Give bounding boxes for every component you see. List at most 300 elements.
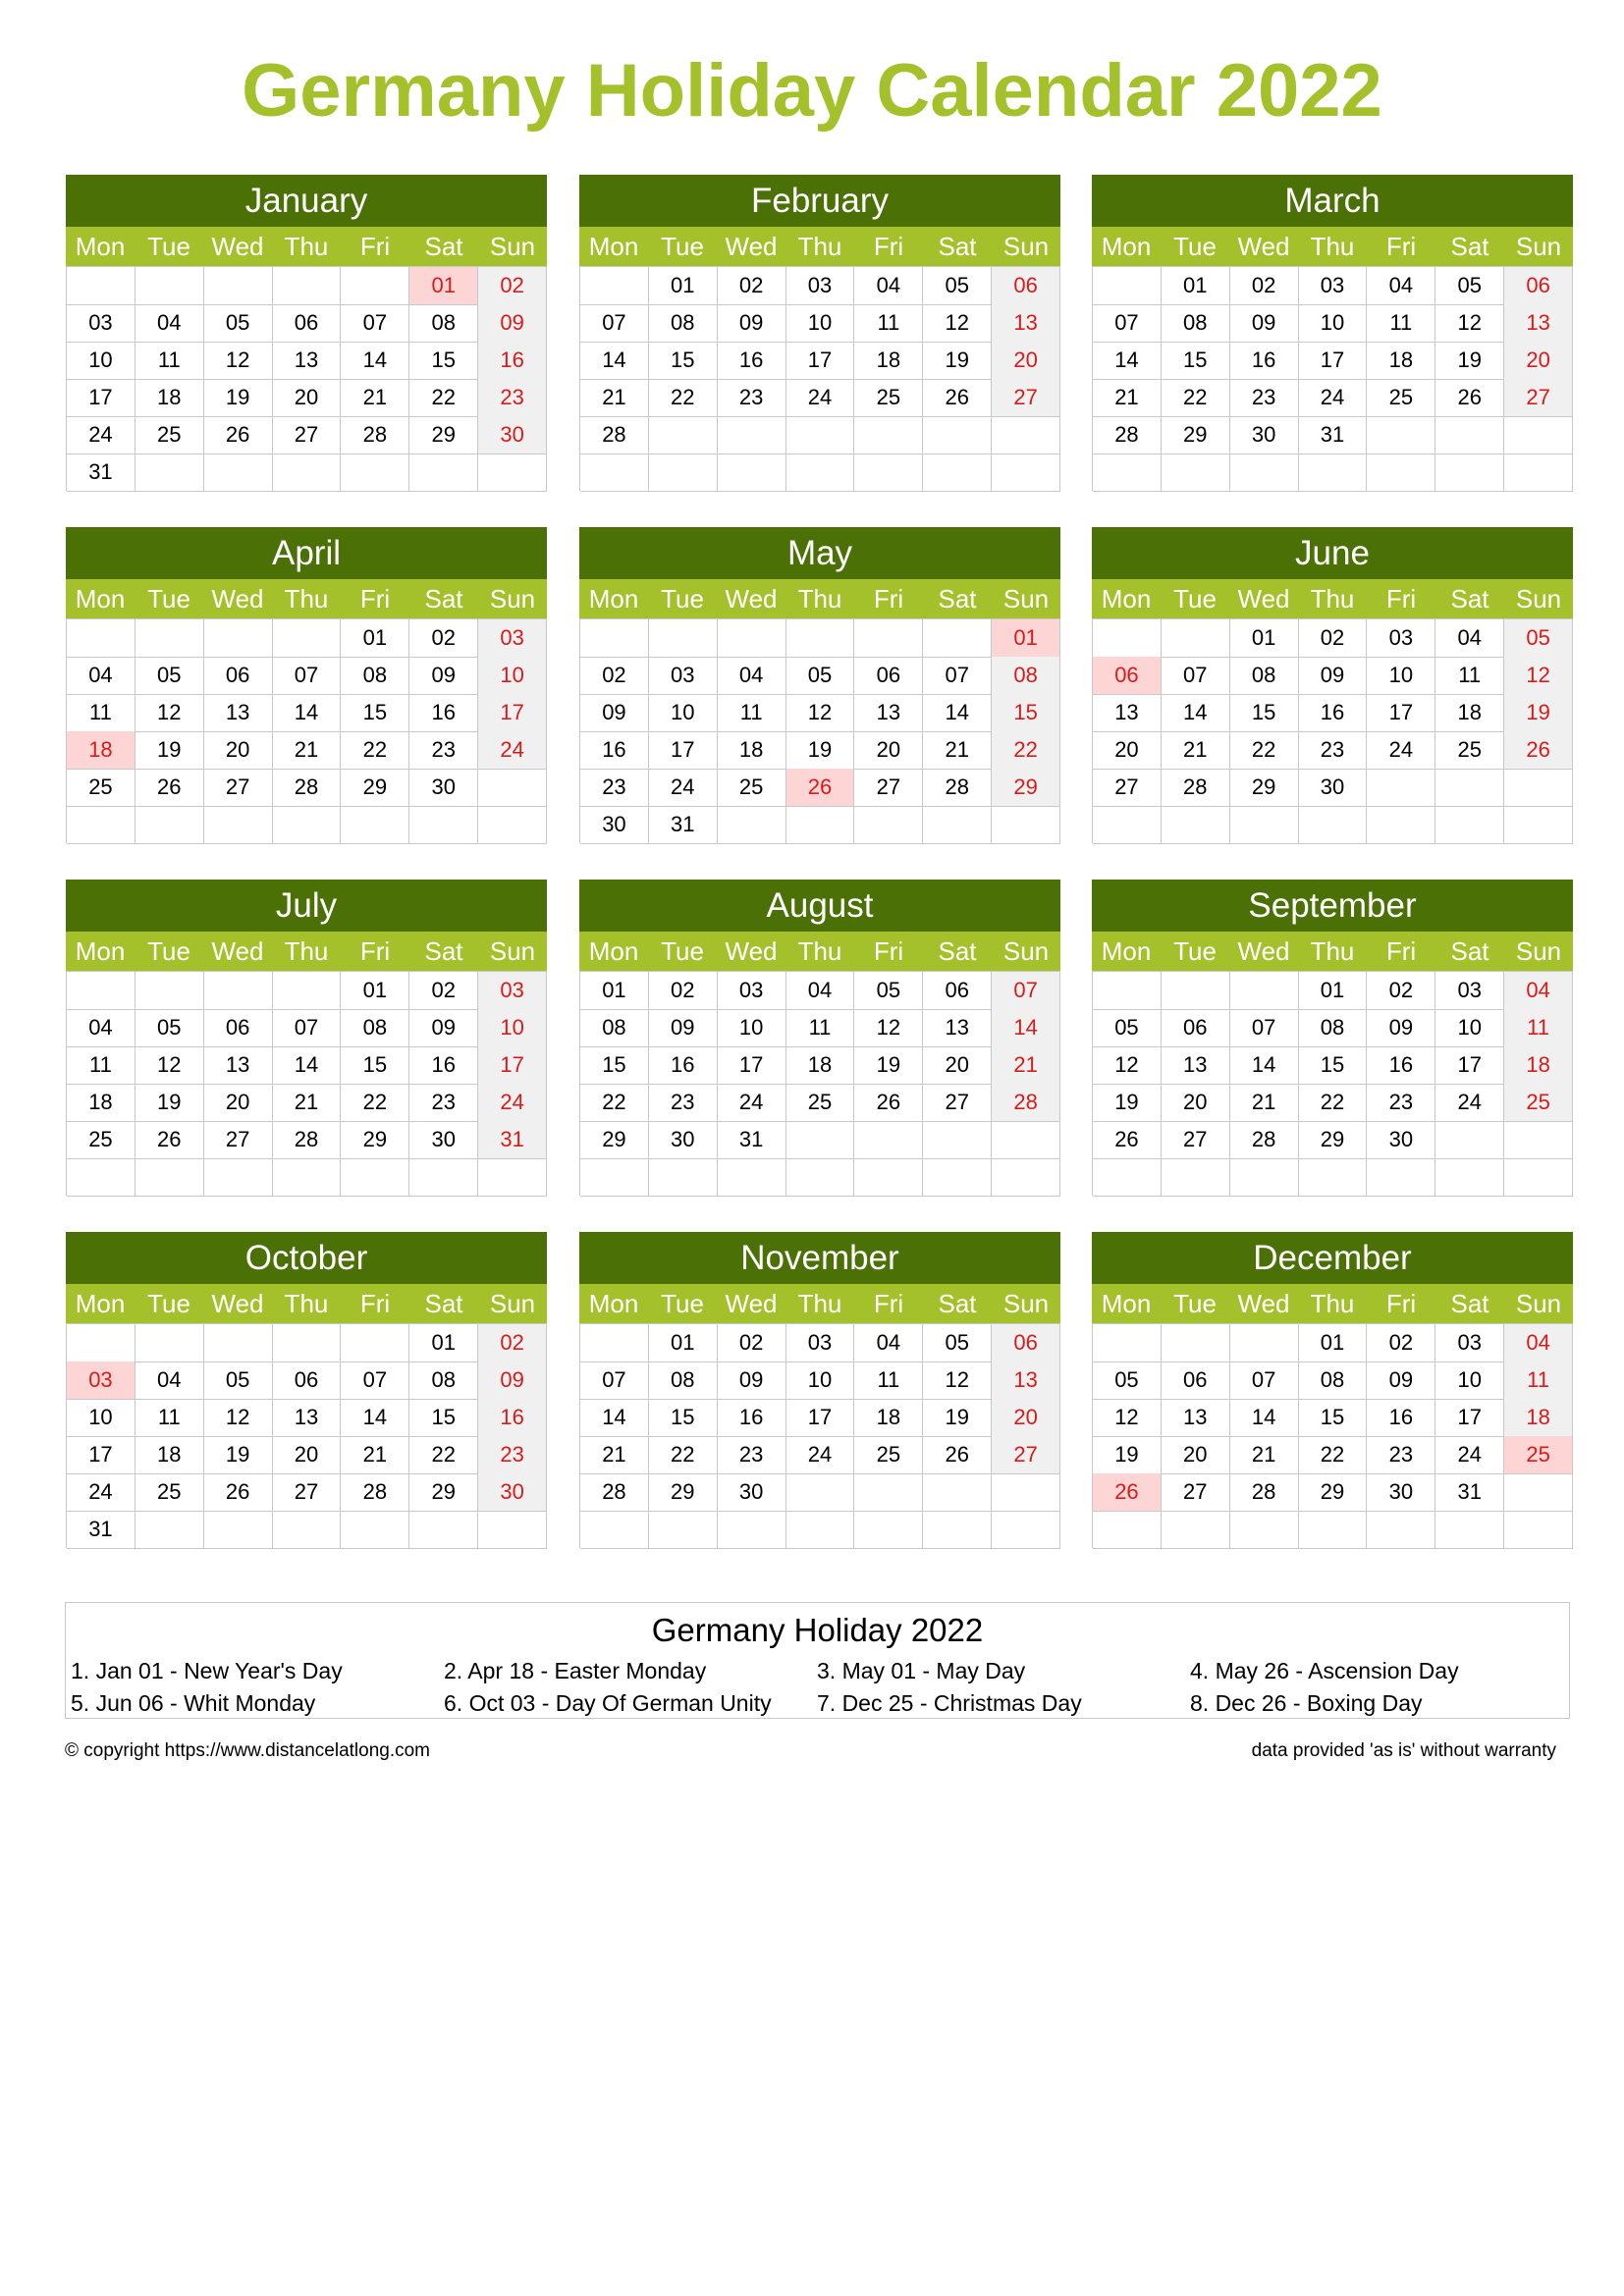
day-cell: 08 (1299, 1009, 1368, 1047)
day-cell: 24 (649, 769, 718, 807)
day-cell: 29 (649, 1473, 718, 1512)
weekday-label: Tue (147, 936, 190, 966)
day-cell: 15 (341, 694, 409, 732)
week-row (67, 972, 547, 1009)
sunday-day-cell: 27 (1504, 379, 1573, 417)
day-cell: 07 (1230, 1362, 1299, 1400)
weekday-label: Wed (725, 232, 778, 261)
weekday-label: Sat (1450, 1289, 1489, 1318)
day-cell: 26 (135, 1121, 204, 1159)
empty-cell (1504, 806, 1573, 844)
day-cell: 08 (341, 1009, 409, 1047)
empty-cell (273, 267, 342, 305)
day-cell: 08 (341, 657, 409, 695)
day-cell: 10 (718, 1009, 786, 1047)
day-cell: 31 (718, 1121, 786, 1159)
empty-cell (341, 1324, 409, 1362)
empty-cell (135, 454, 204, 492)
weekday-label: Fri (873, 1289, 904, 1318)
week-row (1093, 1046, 1573, 1084)
week-row (580, 1009, 1060, 1046)
day-cell: 30 (1230, 416, 1299, 454)
day-cell: 04 (135, 304, 204, 343)
empty-cell (854, 454, 923, 492)
day-cell: 01 (580, 972, 649, 1010)
empty-cell (67, 267, 135, 305)
day-cell: 26 (204, 416, 273, 454)
weekday-label: Tue (1173, 936, 1217, 966)
holiday-item: 8. Dec 26 - Boxing Day (1190, 1690, 1423, 1716)
day-cell: 04 (1367, 267, 1435, 305)
day-cell: 24 (67, 1473, 135, 1512)
weekday-label: Sun (489, 232, 536, 261)
weekday-label: Tue (147, 1289, 190, 1318)
empty-cell (1162, 1511, 1230, 1549)
day-cell: 05 (204, 304, 273, 343)
day-cell: 18 (67, 1084, 135, 1122)
day-cell: 30 (580, 806, 649, 844)
day-cell: 07 (341, 1362, 409, 1400)
day-cell: 03 (67, 304, 135, 343)
month-title: February (579, 175, 1060, 227)
day-cell: 06 (1162, 1009, 1230, 1047)
day-cell: 13 (1162, 1399, 1230, 1437)
day-cell: 10 (1299, 304, 1368, 343)
empty-cell (1093, 1324, 1162, 1362)
day-cell: 27 (204, 1121, 273, 1159)
day-cell: 13 (273, 1399, 342, 1437)
empty-cell (992, 1511, 1060, 1549)
sunday-day-cell: 06 (992, 267, 1060, 305)
empty-cell (718, 416, 786, 454)
day-cell: 17 (67, 1436, 135, 1474)
weekday-label: Sun (1515, 936, 1562, 966)
empty-cell (1367, 1158, 1435, 1197)
weekday-header (66, 227, 547, 266)
empty-cell (1435, 416, 1504, 454)
month-title: March (1092, 175, 1573, 227)
day-cell: 04 (135, 1362, 204, 1400)
month-title: July (66, 880, 547, 932)
day-cell: 04 (786, 972, 855, 1010)
day-cell: 14 (1230, 1046, 1299, 1085)
week-row (1093, 342, 1573, 379)
day-cell: 17 (67, 379, 135, 417)
empty-cell (718, 806, 786, 844)
day-cell: 16 (580, 731, 649, 770)
day-cell: 15 (649, 1399, 718, 1437)
weekday-label: Thu (797, 232, 842, 261)
day-cell: 16 (1299, 694, 1368, 732)
day-cell: 30 (1299, 769, 1368, 807)
empty-cell (786, 1511, 855, 1549)
day-cell: 11 (1435, 657, 1504, 695)
day-cell: 06 (204, 1009, 273, 1047)
day-cell: 28 (1162, 769, 1230, 807)
day-cell: 29 (341, 769, 409, 807)
empty-cell (1367, 416, 1435, 454)
day-cell: 04 (718, 657, 786, 695)
day-cell: 22 (409, 379, 478, 417)
weekday-label: Wed (725, 936, 778, 966)
empty-cell (478, 1511, 547, 1549)
day-cell: 19 (204, 379, 273, 417)
day-cell: 19 (135, 731, 204, 770)
weekday-label: Thu (284, 584, 329, 614)
week-row (580, 1158, 1060, 1196)
day-cell: 02 (1367, 972, 1435, 1010)
day-cell: 16 (409, 694, 478, 732)
weekday-label: Sat (1450, 936, 1489, 966)
weekday-label: Thu (1310, 1289, 1355, 1318)
day-cell: 09 (649, 1009, 718, 1047)
day-cell: 13 (854, 694, 923, 732)
week-row (67, 379, 547, 416)
sunday-day-cell: 13 (992, 304, 1060, 343)
weekday-header (1092, 1284, 1573, 1323)
week-row (67, 1399, 547, 1436)
empty-cell (67, 1324, 135, 1362)
day-cell: 13 (273, 342, 342, 380)
week-row (1093, 657, 1573, 694)
empty-cell (273, 619, 342, 658)
week-row (67, 1362, 547, 1399)
day-cell: 04 (854, 267, 923, 305)
day-cell: 11 (854, 1362, 923, 1400)
empty-cell (204, 972, 273, 1010)
day-cell: 15 (1299, 1046, 1368, 1085)
day-cell: 25 (1435, 731, 1504, 770)
day-cell: 20 (273, 1436, 342, 1474)
empty-cell (1162, 806, 1230, 844)
week-row (67, 1158, 547, 1196)
month-title: May (579, 527, 1060, 579)
sunday-day-cell: 24 (478, 1084, 547, 1122)
day-cell: 11 (135, 1399, 204, 1437)
day-cell: 01 (409, 1324, 478, 1362)
day-cell: 23 (409, 731, 478, 770)
day-cell: 17 (1435, 1046, 1504, 1085)
weekday-label: Mon (75, 232, 126, 261)
empty-cell (67, 1158, 135, 1197)
empty-cell (649, 416, 718, 454)
sunday-day-cell: 30 (478, 416, 547, 454)
empty-cell (923, 1158, 992, 1197)
day-cell: 15 (409, 1399, 478, 1437)
day-cell: 21 (1230, 1436, 1299, 1474)
weekday-header (1092, 227, 1573, 266)
weekday-label: Mon (75, 936, 126, 966)
empty-cell (204, 806, 273, 844)
weekday-label: Sat (938, 232, 977, 261)
week-row (1093, 694, 1573, 731)
day-grid (579, 971, 1060, 1196)
day-cell: 21 (341, 1436, 409, 1474)
day-cell: 30 (649, 1121, 718, 1159)
weekday-label: Fri (359, 1289, 391, 1318)
sunday-day-cell: 24 (478, 731, 547, 770)
week-row (67, 1511, 547, 1548)
empty-cell (854, 1511, 923, 1549)
empty-cell (341, 1158, 409, 1197)
day-cell: 19 (1093, 1084, 1162, 1122)
sunday-day-cell: 05 (1504, 619, 1573, 658)
day-cell: 13 (204, 1046, 273, 1085)
empty-cell (273, 1324, 342, 1362)
week-row (67, 769, 547, 806)
empty-cell (1230, 1324, 1299, 1362)
month-april (66, 527, 547, 843)
sunday-day-cell: 03 (478, 972, 547, 1010)
week-row (67, 1084, 547, 1121)
empty-cell (786, 1473, 855, 1512)
empty-cell (204, 267, 273, 305)
day-cell: 03 (718, 972, 786, 1010)
sunday-day-cell: 17 (478, 694, 547, 732)
week-row (580, 1473, 1060, 1511)
sunday-day-cell: 07 (992, 972, 1060, 1010)
weekday-label: Wed (725, 1289, 778, 1318)
day-cell: 02 (409, 972, 478, 1010)
week-row (580, 416, 1060, 454)
month-march (1092, 175, 1573, 491)
day-cell: 12 (1435, 304, 1504, 343)
weekday-label: Fri (359, 936, 391, 966)
empty-cell (1367, 454, 1435, 492)
empty-cell (580, 619, 649, 658)
weekday-label: Thu (797, 1289, 842, 1318)
day-cell: 08 (1230, 657, 1299, 695)
day-cell: 03 (786, 1324, 855, 1362)
day-cell: 23 (718, 1436, 786, 1474)
day-grid (1092, 1323, 1573, 1548)
sunday-day-cell: 27 (992, 379, 1060, 417)
weekday-header (66, 579, 547, 618)
empty-cell (992, 806, 1060, 844)
week-row (580, 694, 1060, 731)
day-cell: 16 (1367, 1046, 1435, 1085)
empty-cell (649, 454, 718, 492)
day-cell: 18 (1435, 694, 1504, 732)
day-cell: 06 (854, 657, 923, 695)
empty-cell (1299, 806, 1368, 844)
day-cell: 07 (580, 304, 649, 343)
holiday-item: 3. May 01 - May Day (817, 1658, 1026, 1683)
day-cell: 07 (580, 1362, 649, 1400)
day-cell: 24 (786, 1436, 855, 1474)
holiday-item: 1. Jan 01 - New Year's Day (71, 1658, 343, 1683)
sunday-day-cell: 20 (992, 1399, 1060, 1437)
day-cell: 29 (1299, 1121, 1368, 1159)
day-cell: 23 (409, 1084, 478, 1122)
day-cell: 23 (649, 1084, 718, 1122)
page-title: Germany Holiday Calendar 2022 (242, 49, 1382, 133)
empty-cell (923, 454, 992, 492)
weekday-label: Wed (211, 584, 264, 614)
week-row (67, 454, 547, 491)
empty-cell (135, 1511, 204, 1549)
day-cell: 21 (341, 379, 409, 417)
week-row (67, 619, 547, 657)
day-cell: 27 (923, 1084, 992, 1122)
weekday-label: Sat (938, 584, 977, 614)
day-cell: 14 (341, 1399, 409, 1437)
week-row (1093, 1362, 1573, 1399)
week-row (580, 619, 1060, 657)
day-cell: 13 (1093, 694, 1162, 732)
weekday-label: Mon (1101, 584, 1152, 614)
weekday-label: Thu (1310, 936, 1355, 966)
empty-cell (1435, 769, 1504, 807)
week-row (67, 1436, 547, 1473)
empty-cell (1230, 1158, 1299, 1197)
day-cell: 21 (1093, 379, 1162, 417)
week-row (580, 806, 1060, 843)
day-cell: 24 (1435, 1084, 1504, 1122)
day-cell: 25 (67, 1121, 135, 1159)
weekday-label: Wed (211, 1289, 264, 1318)
day-cell: 27 (273, 1473, 342, 1512)
day-cell: 08 (409, 1362, 478, 1400)
sunday-day-cell: 06 (1504, 267, 1573, 305)
day-cell: 27 (854, 769, 923, 807)
empty-cell (786, 1121, 855, 1159)
weekday-header (579, 1284, 1060, 1323)
empty-cell (649, 1158, 718, 1197)
empty-cell (580, 1158, 649, 1197)
day-cell: 23 (1299, 731, 1368, 770)
day-cell: 15 (580, 1046, 649, 1085)
day-grid (66, 971, 547, 1196)
holiday-item: 2. Apr 18 - Easter Monday (444, 1658, 707, 1683)
empty-cell (204, 1158, 273, 1197)
weekday-label: Fri (873, 232, 904, 261)
day-cell: 29 (409, 1473, 478, 1512)
month-february (579, 175, 1060, 491)
holiday-day-cell: 26 (1093, 1473, 1162, 1512)
empty-cell (1230, 972, 1299, 1010)
holiday-list (65, 1602, 1570, 1719)
empty-cell (1299, 1158, 1368, 1197)
weekday-label: Sun (1515, 584, 1562, 614)
day-cell: 11 (67, 1046, 135, 1085)
day-cell: 23 (1367, 1436, 1435, 1474)
day-cell: 23 (580, 769, 649, 807)
day-cell: 12 (923, 304, 992, 343)
empty-cell (923, 1511, 992, 1549)
day-cell: 06 (204, 657, 273, 695)
day-cell: 28 (1230, 1473, 1299, 1512)
day-cell: 28 (580, 1473, 649, 1512)
month-september (1092, 880, 1573, 1196)
holiday-day-cell: 26 (786, 769, 855, 807)
empty-cell (923, 1121, 992, 1159)
day-cell: 04 (67, 657, 135, 695)
day-cell: 29 (1299, 1473, 1368, 1512)
day-cell: 14 (273, 694, 342, 732)
day-cell: 27 (1162, 1121, 1230, 1159)
empty-cell (854, 806, 923, 844)
day-cell: 22 (341, 731, 409, 770)
day-cell: 02 (409, 619, 478, 658)
week-row (1093, 304, 1573, 342)
day-cell: 22 (1162, 379, 1230, 417)
day-cell: 18 (786, 1046, 855, 1085)
empty-cell (992, 1473, 1060, 1512)
weekday-label: Mon (588, 936, 639, 966)
empty-cell (273, 454, 342, 492)
day-cell: 30 (409, 769, 478, 807)
day-cell: 24 (67, 416, 135, 454)
weekday-label: Tue (147, 584, 190, 614)
week-row (580, 1324, 1060, 1362)
week-row (580, 972, 1060, 1009)
empty-cell (1504, 454, 1573, 492)
weekday-label: Tue (661, 1289, 704, 1318)
weekday-label: Thu (1310, 232, 1355, 261)
day-cell: 31 (67, 1511, 135, 1549)
week-row (580, 1511, 1060, 1548)
day-cell: 31 (1299, 416, 1368, 454)
sunday-day-cell: 06 (992, 1324, 1060, 1362)
week-row (1093, 454, 1573, 491)
week-row (67, 342, 547, 379)
weekday-label: Sun (1515, 232, 1562, 261)
sunday-day-cell: 27 (992, 1436, 1060, 1474)
day-cell: 04 (854, 1324, 923, 1362)
empty-cell (992, 1158, 1060, 1197)
week-row (1093, 1158, 1573, 1196)
empty-cell (854, 1121, 923, 1159)
empty-cell (67, 806, 135, 844)
month-title: January (66, 175, 547, 227)
day-cell: 09 (580, 694, 649, 732)
day-cell: 25 (67, 769, 135, 807)
empty-cell (1093, 619, 1162, 658)
day-cell: 15 (1299, 1399, 1368, 1437)
empty-cell (204, 454, 273, 492)
month-title: April (66, 527, 547, 579)
weekday-label: Thu (797, 936, 842, 966)
day-grid (579, 266, 1060, 491)
empty-cell (718, 619, 786, 658)
week-row (1093, 1399, 1573, 1436)
week-row (67, 1009, 547, 1046)
week-row (1093, 769, 1573, 806)
empty-cell (992, 416, 1060, 454)
month-december (1092, 1232, 1573, 1548)
day-cell: 10 (1435, 1009, 1504, 1047)
day-cell: 17 (786, 1399, 855, 1437)
sunday-day-cell: 18 (1504, 1046, 1573, 1085)
day-cell: 21 (580, 379, 649, 417)
empty-cell (718, 1511, 786, 1549)
week-row (580, 304, 1060, 342)
empty-cell (1435, 1511, 1504, 1549)
day-cell: 22 (649, 1436, 718, 1474)
week-row (1093, 731, 1573, 769)
sunday-day-cell: 22 (992, 731, 1060, 770)
empty-cell (135, 1158, 204, 1197)
day-cell: 12 (923, 1362, 992, 1400)
holiday-list-title: Germany Holiday 2022 (651, 1612, 984, 1648)
weekday-label: Mon (75, 584, 126, 614)
day-cell: 14 (580, 1399, 649, 1437)
empty-cell (478, 1158, 547, 1197)
day-cell: 26 (854, 1084, 923, 1122)
weekday-label: Sun (1515, 1289, 1562, 1318)
weekday-label: Fri (1385, 232, 1417, 261)
